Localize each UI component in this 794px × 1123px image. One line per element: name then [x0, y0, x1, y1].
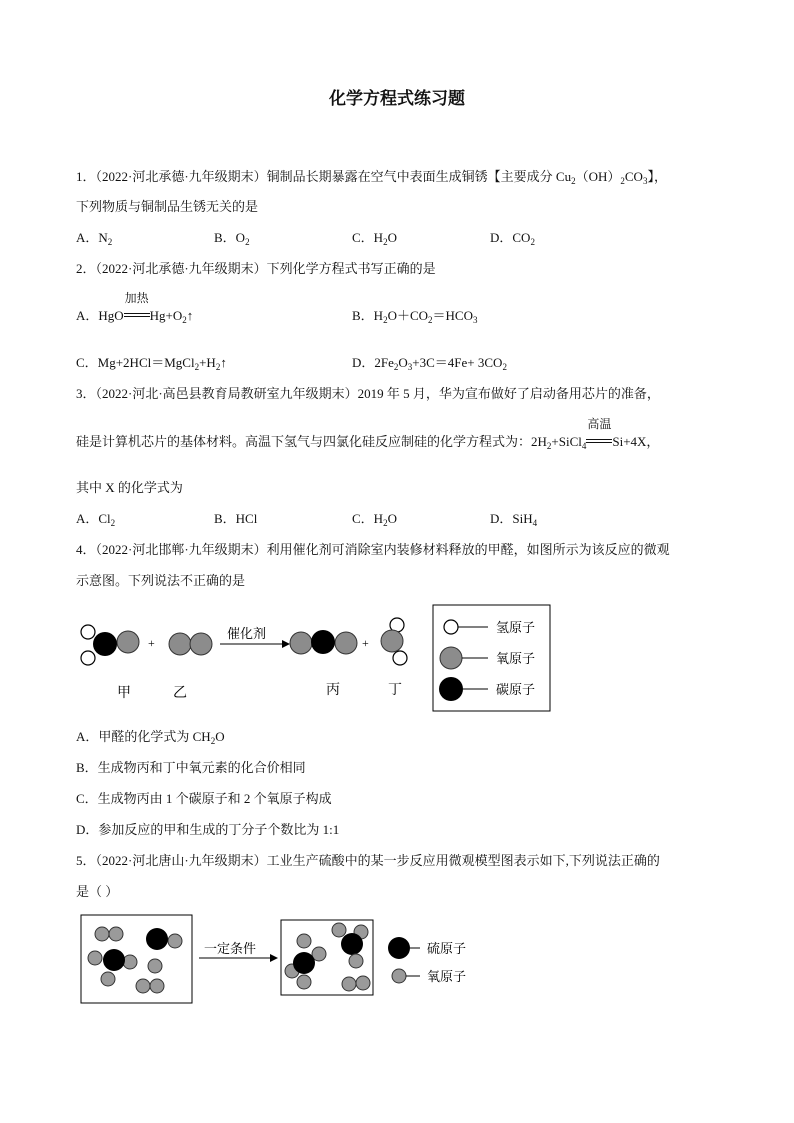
- q4-option-c[interactable]: C．生成物丙由 1 个碳原子和 2 个氧原子构成: [76, 791, 332, 806]
- product-box: [281, 920, 373, 995]
- q3-option-b[interactable]: B．HCl: [214, 511, 258, 526]
- q4-legend: [433, 605, 550, 711]
- sulfur-atom-icon: [388, 937, 410, 959]
- q3-option-a[interactable]: A．$Cl_2$: [76, 511, 116, 528]
- q1-stem-line2: 下列物质与铜制品生锈无关的是: [76, 199, 259, 214]
- q2-option-d[interactable]: D．$2Fe_2O_3+3C=4Fe+ 3CO_2$: [352, 355, 507, 372]
- q3-stem-line3: 其中 X 的化学式为: [76, 480, 183, 495]
- q2-option-a[interactable]: A．HgO 加热 $Hg+O_2↑$: [76, 291, 194, 325]
- q2-stem: 2．（2022·河北承德·九年级期末）下列化学方程式书写正确的是: [76, 261, 436, 276]
- q4-option-a[interactable]: A．甲醛的化学式为 $CH_2O$: [76, 729, 225, 746]
- q1-option-b[interactable]: B．$O_2$: [214, 230, 250, 247]
- catalyst-label: 催化剂: [227, 626, 267, 641]
- molecule-jia: [81, 625, 139, 665]
- carbon-atom-icon: [439, 677, 463, 701]
- q1-option-a[interactable]: A．$N_2$: [76, 230, 113, 247]
- molecule-yi: [169, 633, 212, 655]
- arrowhead-icon: [282, 640, 290, 648]
- legend-sulfur: 硫原子: [427, 941, 467, 956]
- q3-option-c[interactable]: C．$H_2O$: [352, 511, 397, 528]
- q1-option-c[interactable]: C．$H_2O$: [352, 230, 397, 247]
- q3-option-d[interactable]: D．SiH$_4$: [490, 511, 538, 528]
- q1-stem-text: 1．（2022·河北承德·九年级期末）铜制品长期暴露在空气中表面生成铜锈【主要成分: [76, 169, 553, 184]
- condition-heating: 加热: [124, 291, 149, 305]
- q2-option-c[interactable]: C．$Mg+2HCl=MgCl_2+H_2↑$: [76, 355, 227, 372]
- q3-stem-line1: 3．（2022·河北·高邑县教育局教研室九年级期末）2019 年 5 月，华为宣布做好了启动备用芯片的准备，: [76, 386, 660, 401]
- legend-hydrogen: 氢原子: [496, 620, 536, 635]
- reaction-arrow-heating: [124, 291, 150, 322]
- legend-oxygen: 氧原子: [427, 969, 467, 984]
- condition-high-temp: 高温: [587, 417, 612, 431]
- q1-stem-line1: [76, 169, 667, 186]
- q1-stem-formula: $Cu_2(OH)_2CO_3$】，: [555, 169, 667, 186]
- label-jia: 甲: [117, 686, 131, 701]
- legend-carbon: 碳原子: [496, 682, 536, 697]
- plus-sign: +: [148, 636, 155, 650]
- condition-label: 一定条件: [204, 941, 257, 956]
- reactant-box: [81, 915, 192, 1003]
- molecule-bing: [290, 630, 357, 654]
- page-title: 化学方程式练习题: [329, 89, 465, 108]
- q4-option-d[interactable]: D．参加反应的甲和生成的丁分子个数比为 1:1: [76, 822, 340, 837]
- q4-stem-line1: 4．（2022·河北邯郸·九年级期末）利用催化剂可消除室内装修材料释放的甲醛，如图所示为该反应的微观: [76, 542, 670, 557]
- q1-option-d[interactable]: D．$CO_2$: [490, 230, 535, 247]
- plus-sign: +: [362, 636, 369, 650]
- molecule-ding: [381, 618, 407, 665]
- q4-option-b[interactable]: B．生成物丙和丁中氧元素的化合价相同: [76, 760, 306, 775]
- q4-reaction-diagram: [70, 600, 560, 715]
- q3-stem-line2: 硅是计算机芯片的基体材料。高温下氢气与四氯化硅反应制硅的化学方程式为：$2H_2+SiCl_4$ 高温 Si+4X，: [76, 417, 660, 451]
- reaction-arrow-high-temp: [586, 417, 612, 448]
- q5-reaction-diagram: [78, 912, 498, 1007]
- q5-stem-line2: 是（ ）: [76, 884, 119, 899]
- label-yi: 乙: [173, 686, 187, 701]
- legend-oxygen: 氧原子: [496, 651, 536, 666]
- label-bing: 丙: [326, 683, 340, 698]
- q5-legend: [388, 937, 466, 984]
- oxygen-atom-icon: [440, 647, 462, 669]
- hydrogen-atom-icon: [444, 620, 458, 634]
- q3-equation-right: Si+4X，: [612, 434, 660, 449]
- q2-option-a-left: A．HgO: [76, 308, 124, 323]
- q5-stem-line1: 5．（2022·河北唐山·九年级期末）工业生产硫酸中的某一步反应用微观模型图表示如下,下列说法正确的: [76, 853, 660, 868]
- q4-stem-line2: 示意图。下列说法不正确的是: [76, 573, 246, 588]
- oxygen-atom-icon: [392, 969, 406, 983]
- label-ding: 丁: [388, 683, 402, 698]
- arrowhead-icon: [270, 954, 278, 962]
- q2-option-b[interactable]: B．$H_2O+CO_2=HCO_3$: [352, 308, 478, 325]
